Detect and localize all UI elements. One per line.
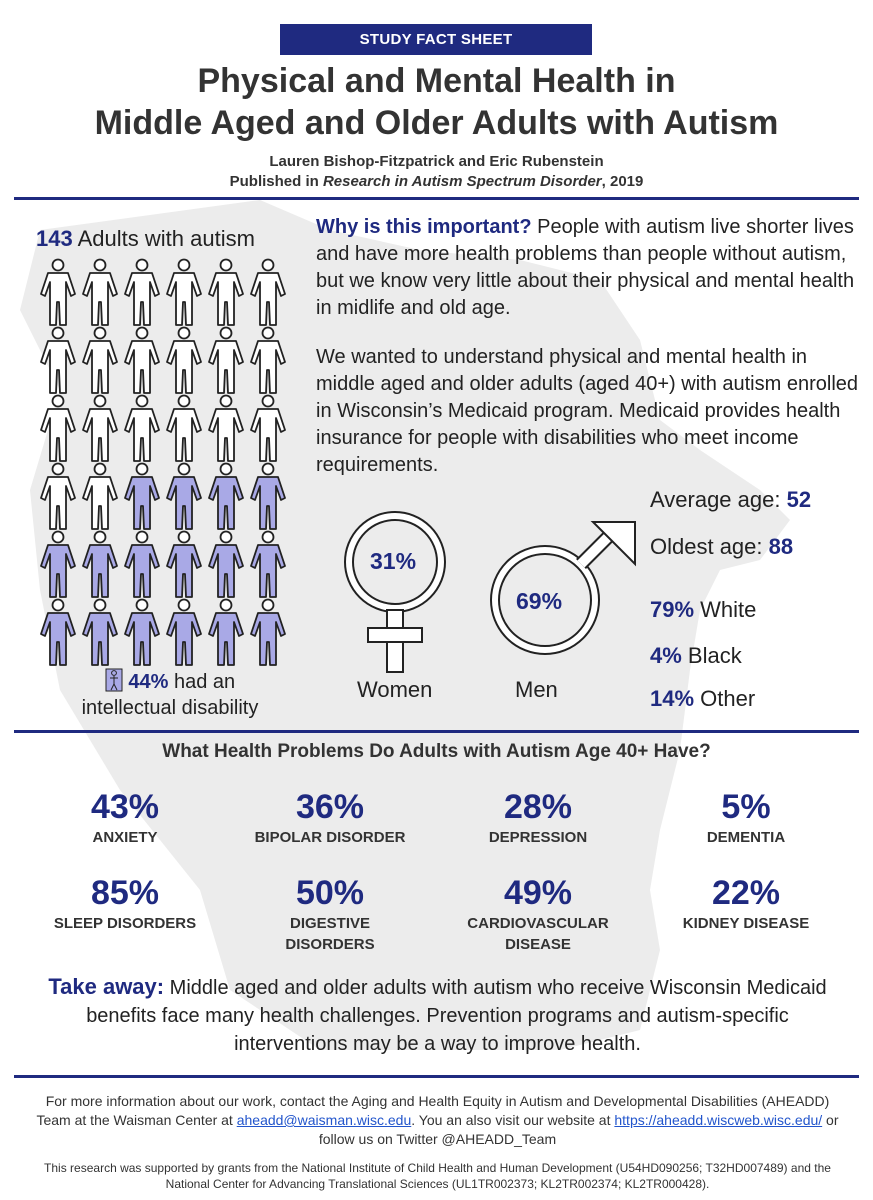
take-away [30, 973, 845, 1058]
person-icon [248, 258, 288, 328]
men-label: Men [515, 677, 558, 702]
person-icon [80, 394, 120, 464]
funding-note: This research was supported by grants from the National Institute of Child Health and Human Development (U54HD090256; T32HD007489) and the National Center for Advancing Translational Sciences (UL1TR002373; KL2TR002374; KL2TR000428). [44, 1161, 831, 1191]
person-icon [122, 598, 162, 668]
fact-sheet-badge: STUDY FACT SHEET [280, 24, 592, 55]
person-icon [248, 326, 288, 396]
stat-label: DEMENTIA [706, 829, 786, 846]
footer-text1: For more information about our work, contact the Aging and Health Equity in Autism and Developmental Disabilities (AHEADD) Team at the Waisman Center at [36, 1093, 830, 1128]
person-icon [38, 530, 78, 600]
stat-label: BIPOLAR DISORDER [254, 829, 406, 846]
person-icon [164, 462, 204, 532]
study-purpose: We wanted to understand physical and mental health in middle aged and older adults (aged 40+) with autism enrolled in Wisconsin’s Medicaid program. Medicaid provides health insurance for people with disabilities who meet income requirements. [316, 346, 859, 476]
person-icon [206, 530, 246, 600]
journal-name: Research in Autism Spectrum Disorder [322, 173, 602, 190]
takeaway-lead: Take away: [48, 974, 165, 999]
stat-dementia [646, 787, 846, 848]
person-icon [164, 530, 204, 600]
male-symbol-icon [485, 520, 645, 670]
why-text: People with autism live shorter lives and have more health problems than people without autism, but we know very little about their physical and mental health in midlife and old age. [316, 216, 855, 319]
person-icon [122, 394, 162, 464]
stat-label: ANXIETY [92, 829, 158, 846]
why-question: Why is this important? [316, 216, 532, 238]
oldest-age-value: 88 [768, 534, 794, 559]
race-other [650, 686, 755, 712]
person-icon [38, 258, 78, 328]
person-icon [248, 530, 288, 600]
stat-value: 43% [90, 788, 160, 826]
takeaway-text: Middle aged and older adults with autism who receive Wisconsin Medicaid benefits face many health challenges. Prevention programs and autism-specific interventions may be a way to improve health. [86, 977, 827, 1055]
oldest-age [650, 534, 793, 560]
stat-depression [438, 787, 638, 848]
person-icon [164, 326, 204, 396]
email-link[interactable]: aheadd@waisman.wisc.edu [236, 1112, 412, 1128]
race-white [650, 597, 756, 623]
avg-age-value: 52 [786, 487, 812, 512]
stat-value: 49% [503, 874, 573, 912]
person-icon [206, 394, 246, 464]
stat-value: 5% [721, 788, 771, 826]
stat-value: 22% [711, 874, 781, 912]
title-line-1: Physical and Mental Health in [197, 62, 676, 100]
race-pct: 4% [650, 643, 682, 668]
id-pct: 44% [128, 671, 169, 693]
person-icon [122, 530, 162, 600]
person-icon [38, 462, 78, 532]
stat-value: 85% [90, 874, 160, 912]
person-icon [80, 462, 120, 532]
contact-info [30, 1092, 845, 1149]
stat-anxiety [25, 787, 225, 848]
footer-text2: . You an also visit our website at [411, 1112, 615, 1128]
stat-kidney [646, 873, 846, 934]
men-pct: 69% [516, 588, 563, 614]
female-symbol-icon [340, 510, 450, 675]
person-icon [206, 258, 246, 328]
person-icon [164, 598, 204, 668]
stat-label: SLEEP DISORDERS [53, 915, 197, 932]
divider-middle [14, 730, 859, 733]
authors: Lauren Bishop-Fitzpatrick and Eric Rubenstein [269, 153, 604, 170]
website-link[interactable]: https://aheadd.wiscweb.wisc.edu/ [614, 1112, 823, 1128]
stat-value: 28% [503, 788, 573, 826]
average-age [650, 487, 811, 513]
person-icon [122, 258, 162, 328]
race-pct: 79% [650, 597, 695, 622]
oldest-age-label: Oldest age: [650, 534, 769, 559]
person-icon [122, 326, 162, 396]
person-icon [206, 326, 246, 396]
stat-digestive [230, 873, 430, 955]
stat-label: KIDNEY DISEASE [682, 915, 810, 932]
stat-label: DEPRESSION [488, 829, 588, 846]
footer-text3: or follow us on Twitter @AHEADD_Team [318, 1112, 839, 1147]
person-icon [80, 258, 120, 328]
stat-value: 50% [295, 874, 365, 912]
stat-cardiovascular [438, 873, 638, 955]
health-problems-title: What Health Problems Do Adults with Autism Age 40+ Have? [162, 741, 711, 762]
person-icon [206, 462, 246, 532]
sample-size [36, 226, 255, 252]
person-icon [248, 462, 288, 532]
race-pct: 14% [650, 686, 695, 711]
id-text2: intellectual disability [81, 697, 259, 719]
authors-block [0, 152, 873, 192]
stat-bipolar [230, 787, 430, 848]
stat-sleep [25, 873, 225, 934]
person-icon [248, 598, 288, 668]
divider-top [14, 197, 859, 200]
divider-bottom [14, 1075, 859, 1078]
published-year: , 2019 [601, 173, 644, 190]
race-label: Other [694, 686, 756, 711]
sample-label: Adults with autism [72, 226, 255, 251]
avg-age-label: Average age: [650, 487, 787, 512]
person-icon [248, 394, 288, 464]
stat-value: 36% [295, 788, 365, 826]
person-icon [38, 394, 78, 464]
person-icon [122, 462, 162, 532]
person-icon [105, 668, 123, 692]
person-icon [80, 530, 120, 600]
sample-count: 143 [36, 226, 73, 251]
intellectual-disability-stat [40, 668, 300, 721]
title-line-2: Middle Aged and Older Adults with Autism [94, 104, 779, 142]
race-black [650, 643, 742, 669]
publication [0, 172, 873, 192]
published-prefix: Published in [229, 173, 323, 190]
person-icon [206, 598, 246, 668]
id-text1: had an [168, 671, 236, 693]
person-icon [80, 326, 120, 396]
women-pct: 31% [370, 548, 417, 574]
women-label: Women [357, 677, 433, 702]
race-label: White [694, 597, 757, 622]
person-icon [80, 598, 120, 668]
person-icon [38, 598, 78, 668]
page-title [0, 60, 873, 144]
person-icon [164, 258, 204, 328]
person-icon [38, 326, 78, 396]
why-important [316, 214, 861, 322]
person-icon [164, 394, 204, 464]
stat-label: DIGESTIVE DISORDERS [285, 915, 375, 953]
stat-label: CARDIOVASCULAR DISEASE [467, 915, 609, 953]
race-label: Black [681, 643, 742, 668]
